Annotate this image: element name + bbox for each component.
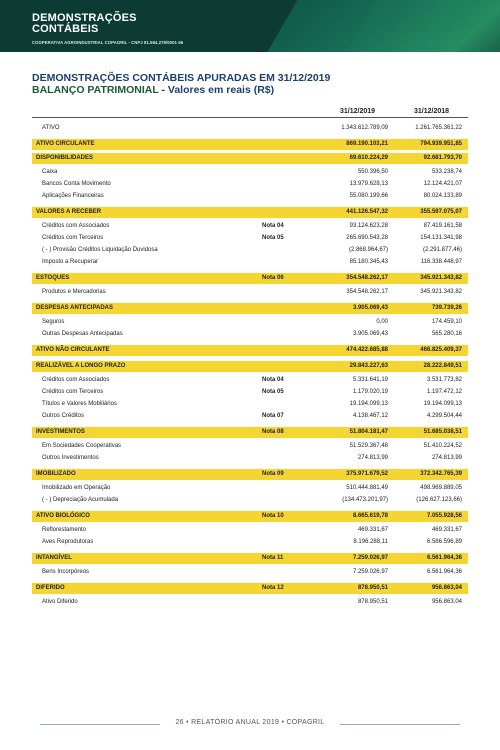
table-row [32, 233, 468, 244]
row-value-2019: 4.138.467,12 [352, 413, 388, 419]
row-value-2018: 154.131.341,98 [420, 235, 462, 241]
page-footer: 26 • RELATÓRIO ANUAL 2019 • COPAGRIL [175, 719, 325, 726]
row-value-2019: 85.180.345,43 [349, 259, 388, 265]
row-value-2018: 274.813,99 [431, 455, 462, 461]
row-label: ATIVO BIOLÓGICO [36, 513, 90, 519]
row-note: Nota 12 [262, 585, 284, 591]
row-note: Nota 09 [262, 471, 284, 477]
row-value-2018: 345.921.343,82 [420, 275, 462, 281]
row-label: ESTOQUES [36, 275, 70, 281]
row-label: Outros Investimentos [42, 455, 99, 461]
row-label: ATIVO NÃO CIRCULANTE [36, 347, 110, 353]
row-value-2019: 0,00 [376, 319, 388, 325]
row-value-2019: 29.843.227,63 [349, 363, 388, 369]
table-row [32, 597, 468, 608]
table-section-row [32, 207, 468, 218]
row-note: Nota 05 [262, 235, 284, 241]
row-label: ATIVO CIRCULANTE [36, 141, 95, 147]
row-value-2018: 469.331,67 [431, 527, 462, 533]
row-value-2018: 4.299.504,44 [426, 413, 462, 419]
row-label: Outras Despesas Antecipadas [42, 331, 123, 337]
row-value-2018: 372.342.765,39 [420, 471, 462, 477]
row-value-2018: 794.939.951,85 [420, 141, 462, 147]
table-section-row [32, 303, 468, 314]
table-section-row [32, 273, 468, 284]
row-label: ( - ) Provisão Créditos Liquidação Duvidosa [42, 247, 158, 253]
row-value-2019: 550.396,50 [357, 169, 388, 175]
table-row [32, 317, 468, 328]
row-label: Títulos e Valores Mobiliários [42, 401, 117, 407]
page-header [0, 0, 500, 52]
row-label: Aplicações Financeiras [42, 193, 104, 199]
table-row [32, 167, 468, 178]
row-value-2019: 7.259.026,97 [352, 569, 388, 575]
table-row [32, 495, 468, 506]
row-label: Seguros [42, 319, 65, 325]
table-section-row [32, 583, 468, 594]
row-value-2018: 174.459,10 [431, 319, 462, 325]
row-value-2019: 51.529.367,48 [349, 443, 388, 449]
row-value-2019: 1.179.020,19 [352, 389, 388, 395]
row-note: Nota 10 [262, 513, 284, 519]
row-label: DIFERIDO [36, 585, 65, 591]
row-note: Nota 04 [262, 377, 284, 383]
row-note: Nota 08 [262, 429, 284, 435]
row-label: Bancos Conta Movimento [42, 181, 111, 187]
row-value-2018: 51.685.038,51 [423, 429, 462, 435]
table-row [32, 483, 468, 494]
row-value-2019: 441.126.547,32 [346, 209, 388, 215]
table-section-row [32, 153, 468, 164]
table-section-row [32, 345, 468, 356]
row-label: Imposto a Recuperar [42, 259, 99, 265]
row-label: Reflorestamento [42, 527, 87, 533]
column-header-2019: 31/12/2019 [340, 108, 376, 115]
row-label: DESPESAS ANTECIPADAS [36, 305, 114, 311]
table-section-row [32, 469, 468, 480]
table-row [32, 257, 468, 268]
row-label: VALORES A RECEBER [36, 209, 102, 215]
table-row [32, 537, 468, 548]
row-value-2019: 265.690.543,28 [346, 235, 388, 241]
row-value-2018: 355.597.075,07 [420, 209, 462, 215]
document-subtitle [32, 84, 330, 96]
row-label: ATIVO [42, 125, 60, 131]
row-value-2019: 19.194.099,13 [349, 401, 388, 407]
row-label: Bens Incorpóreos [42, 569, 90, 575]
row-value-2018: 565.280,16 [431, 331, 462, 337]
row-label: Créditos com Terceiros [42, 235, 104, 241]
header-rule [32, 117, 468, 118]
row-value-2019: 93.124.623,28 [349, 223, 388, 229]
row-value-2019: 5.331.641,19 [352, 377, 388, 383]
row-value-2018: 87.419.161,58 [423, 223, 462, 229]
row-value-2019: 51.804.181,47 [349, 429, 388, 435]
document-title [32, 72, 330, 96]
row-value-2019: 55.080.199,66 [349, 193, 388, 199]
document-subtitle-rest: - Valores em reais (R$) [158, 84, 275, 96]
row-value-2019: 510.444.881,49 [346, 485, 388, 491]
row-value-2019: 469.331,67 [357, 527, 388, 533]
header-subtitle: COOPERATIVA AGROINDUSTRIAL COPAGRIL - CNPJ 81.584.278/0001-55 [32, 40, 184, 45]
row-value-2018: 3.531.773,82 [426, 377, 462, 383]
row-value-2018: 6.561.964,36 [426, 569, 462, 575]
row-label: Aves Reprodutoras [42, 539, 94, 545]
row-value-2018: 6.586.596,89 [426, 539, 462, 545]
table-row [32, 441, 468, 452]
table-section-row [32, 553, 468, 564]
row-label: Créditos com Associados [42, 377, 110, 383]
row-label: Em Sociedades Cooperativas [42, 443, 122, 449]
row-label: INTANGÍVEL [36, 555, 72, 561]
document-subtitle-main: BALANÇO PATRIMONIAL [32, 84, 159, 96]
row-label: Ativo Diferido [42, 599, 78, 605]
row-label: Imobilizado em Operação [42, 485, 111, 491]
header-title-line1: DEMONSTRAÇÕES [32, 12, 137, 24]
table-row [32, 245, 468, 256]
row-value-2018: 28.222.849,51 [423, 363, 462, 369]
row-value-2019: 878.950,51 [357, 599, 388, 605]
table-section-row [32, 139, 468, 150]
row-note: Nota 11 [262, 555, 284, 561]
row-value-2019: 878.950,51 [357, 585, 388, 591]
row-value-2018: 1.261.765.361,22 [415, 125, 462, 131]
row-label: Outros Créditos [42, 413, 85, 419]
row-value-2018: 345.921.343,82 [420, 289, 462, 295]
row-value-2019: 8.196.288,11 [353, 539, 388, 545]
row-label: IMOBILIZADO [36, 471, 76, 477]
row-value-2018: 498.969.889,05 [420, 485, 462, 491]
row-value-2019: 7.259.026,97 [352, 555, 388, 561]
table-row [32, 123, 468, 134]
row-label: Créditos com Terceiros [42, 389, 104, 395]
row-value-2018: 12.124.421,07 [423, 181, 462, 187]
table-row [32, 399, 468, 410]
row-value-2018: 466.825.409,37 [420, 347, 462, 353]
row-value-2019: 13.979.628,13 [349, 181, 388, 187]
row-value-2018: 1.197.472,12 [426, 389, 462, 395]
row-value-2018: 51.410.224,52 [423, 443, 462, 449]
row-note: Nota 06 [262, 275, 284, 281]
row-label: Produtos e Mercadorias [42, 289, 106, 295]
row-label: Caixa [42, 169, 58, 175]
table-section-row [32, 511, 468, 522]
row-value-2019: 8.665.619,78 [352, 513, 388, 519]
row-label: ( - ) Depreciação Acumulada [42, 497, 119, 503]
table-row [32, 329, 468, 340]
table-row [32, 287, 468, 298]
row-value-2018: 116.338.448,97 [420, 259, 462, 265]
header-decoration-gradient [245, 0, 500, 52]
row-note: Nota 05 [262, 389, 284, 395]
document-title-main: DEMONSTRAÇÕES CONTÁBEIS APURADAS EM 31/12/2019 [32, 72, 331, 84]
row-label: Créditos com Associados [42, 223, 110, 229]
row-value-2018: 533.238,74 [431, 169, 462, 175]
table-row [32, 221, 468, 232]
row-value-2018: 7.055.928,56 [426, 513, 462, 519]
row-value-2019: 3.905.069,43 [352, 331, 388, 337]
row-value-2018: (2.291.877,46) [422, 247, 462, 253]
row-value-2019: 274.813,99 [357, 455, 388, 461]
table-section-row [32, 361, 468, 372]
table-row [32, 567, 468, 578]
table-row [32, 411, 468, 422]
row-value-2019: 1.343.612.789,09 [341, 125, 388, 131]
row-value-2019: 354.548.262,17 [346, 289, 388, 295]
row-value-2019: (2.868.964,67) [348, 247, 388, 253]
row-value-2019: 69.610.224,29 [349, 155, 388, 161]
row-value-2019: (134.473.201,97) [342, 497, 388, 503]
row-value-2018: 80.024.133,89 [423, 193, 462, 199]
row-value-2018: 6.561.964,36 [426, 555, 462, 561]
row-label: DISPONIBILIDADES [36, 155, 94, 161]
row-note: Nota 04 [262, 223, 284, 229]
column-header-2018: 31/12/2018 [414, 108, 450, 115]
row-value-2019: 3.905.069,43 [352, 305, 388, 311]
table-row [32, 387, 468, 398]
table-row [32, 375, 468, 386]
row-note: Nota 07 [262, 413, 284, 419]
table-row [32, 191, 468, 202]
header-title-line2: CONTÁBEIS [32, 23, 99, 35]
row-value-2018: 956.863,04 [431, 585, 462, 591]
table-section-row [32, 427, 468, 438]
row-value-2018: 956.863,04 [431, 599, 462, 605]
row-value-2018: (126.627.123,66) [416, 497, 462, 503]
row-value-2018: 92.681.793,70 [423, 155, 462, 161]
row-value-2018: 19.194.099,13 [423, 401, 462, 407]
row-label: INVESTIMENTOS [36, 429, 85, 435]
row-label: REALIZÁVEL A LONGO PRAZO [36, 363, 126, 369]
table-row [32, 453, 468, 464]
row-value-2019: 869.190.103,21 [346, 141, 388, 147]
header-title [32, 13, 137, 35]
table-row [32, 525, 468, 536]
row-value-2018: 739.739,26 [431, 305, 462, 311]
table-row [32, 179, 468, 190]
row-value-2019: 474.422.685,88 [346, 347, 388, 353]
row-value-2019: 375.971.679,52 [346, 471, 388, 477]
row-value-2019: 354.548.262,17 [346, 275, 388, 281]
